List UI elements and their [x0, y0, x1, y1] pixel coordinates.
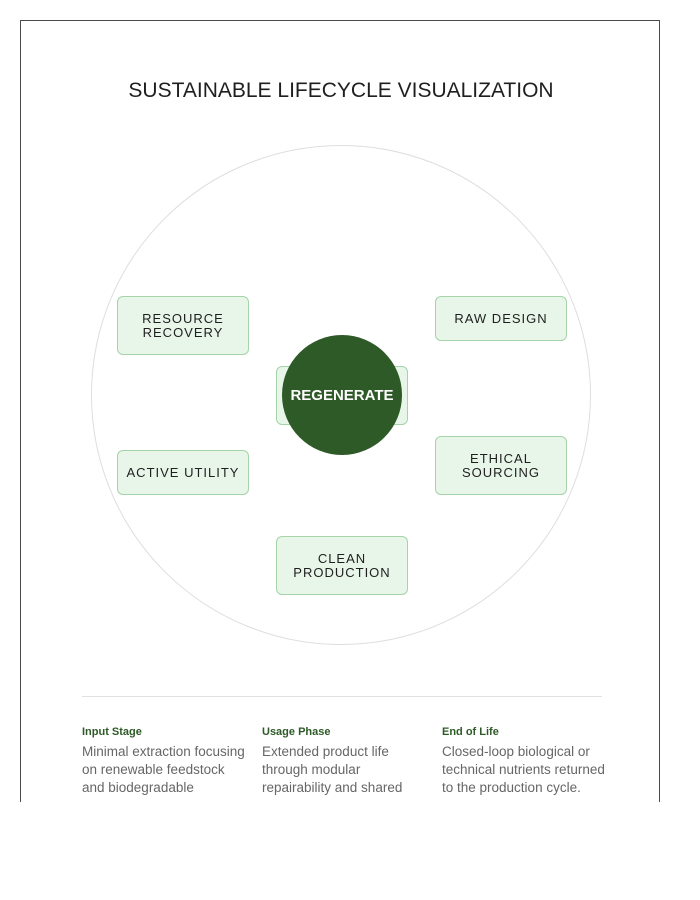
stage-title: End of Life: [442, 726, 499, 738]
page-title: SUSTAINABLE LIFECYCLE VISUALIZATION: [128, 79, 554, 102]
stage-usage: [262, 726, 427, 797]
stage-title: Input Stage: [82, 726, 142, 738]
node-raw-design: RAW DESIGN: [435, 296, 567, 341]
stage-description: Minimal extraction focusing on renewable feedstock and biodegradable: [82, 744, 245, 795]
diagram-card: [20, 20, 660, 802]
stage-description: Closed-loop biological or technical nutrients returned to the production cycle.: [442, 744, 605, 795]
stage-end-of-life: [442, 726, 607, 797]
node-ethical-sourcing: ETHICAL SOURCING: [435, 436, 567, 495]
node-resource-recovery: RESOURCE RECOVERY: [117, 296, 249, 355]
stage-title: Usage Phase: [262, 726, 331, 738]
section-divider: [82, 696, 602, 697]
node-clean-production: CLEAN PRODUCTION: [276, 536, 408, 595]
node-active-utility: ACTIVE UTILITY: [117, 450, 249, 495]
stage-description: Extended product life through modular repairability and shared: [262, 744, 403, 795]
hub-regenerate: REGENERATE: [282, 335, 402, 455]
stage-input: [82, 726, 247, 797]
